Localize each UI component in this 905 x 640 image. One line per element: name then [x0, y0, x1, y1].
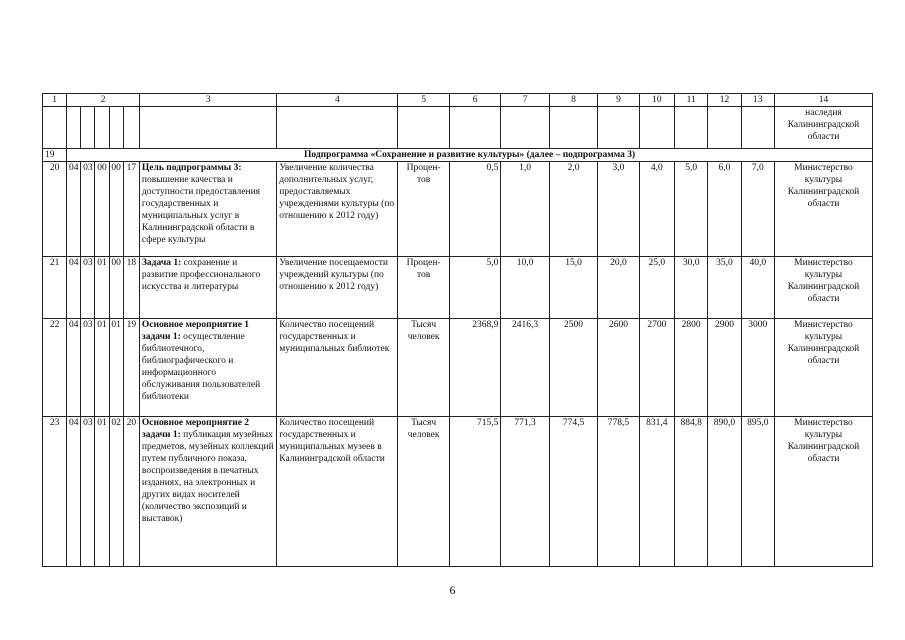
- code-cell: 03: [81, 319, 95, 417]
- name-bold: Цель подпрограммы 3:: [141, 163, 242, 173]
- indicator-cell: Увеличение количества дополнительных услуг, предоставляемых учреждениями культуры (по отношению к 2012 году): [277, 162, 398, 257]
- name-bold: Основное мероприятие 1 задачи 1:: [141, 320, 250, 342]
- col-header: 8: [549, 94, 597, 107]
- name-bold: Основное мероприятие 2 задачи 1:: [141, 418, 250, 440]
- value-cell: 3000: [741, 319, 774, 417]
- value-cell: 20,0: [598, 257, 639, 319]
- value-cell: 15,0: [549, 257, 597, 319]
- col-header: 5: [398, 94, 449, 107]
- code-cell: 17: [123, 162, 139, 257]
- unit-cell: Тысяч человек: [398, 319, 449, 417]
- responsible-cell: наследия Калининградской области: [774, 107, 872, 149]
- row-number: 23: [43, 417, 67, 567]
- row-number: 19: [43, 149, 67, 162]
- value-cell: 2500: [549, 319, 597, 417]
- col-header: 3: [139, 94, 276, 107]
- value-cell: 5,0: [449, 257, 500, 319]
- code-cell: 00: [109, 162, 123, 257]
- code-cell: 04: [67, 257, 81, 319]
- value-cell: 10,0: [501, 257, 549, 319]
- code-cell: 19: [123, 319, 139, 417]
- col-header: 6: [449, 94, 500, 107]
- value-cell: 2368,9: [449, 319, 500, 417]
- name-text: повышение качества и доступности предоставления государственных и муниципальных услуг в Калининградской области в сфере культуры: [141, 175, 261, 245]
- code-cell: 04: [67, 162, 81, 257]
- col-header: 11: [674, 94, 707, 107]
- name-text: публикация музейных предметов, музейных коллекций путем публичного показа, воспроизведения в печатных изданиях, на электронных и других видах носителей (количество экспозиций и выставок): [141, 430, 274, 524]
- value-cell: 7,0: [741, 162, 774, 257]
- program-table: [42, 93, 873, 567]
- responsible-cell: Министерство культуры Калининградской области: [774, 257, 872, 319]
- col-header: 9: [598, 94, 639, 107]
- code-cell: 20: [123, 417, 139, 567]
- table-row: [43, 257, 873, 319]
- name-cell: [139, 162, 276, 257]
- code-cell: 01: [95, 417, 109, 567]
- col-header: 7: [501, 94, 549, 107]
- col-header: 13: [741, 94, 774, 107]
- value-cell: 884,8: [674, 417, 707, 567]
- value-cell: 0,5: [449, 162, 500, 257]
- row-number: 21: [43, 257, 67, 319]
- value-cell: 778,5: [598, 417, 639, 567]
- col-header: 4: [277, 94, 398, 107]
- value-cell: 2900: [708, 319, 741, 417]
- responsible-cell: Министерство культуры Калининградской области: [774, 162, 872, 257]
- value-cell: 2,0: [549, 162, 597, 257]
- col-header: 10: [639, 94, 674, 107]
- code-cell: 18: [123, 257, 139, 319]
- responsible-cell: Министерство культуры Калининградской области: [774, 319, 872, 417]
- col-header: 1: [43, 94, 67, 107]
- unit-cell: Тысяч человек: [398, 417, 449, 567]
- value-cell: 40,0: [741, 257, 774, 319]
- subprogram-row: [43, 149, 873, 162]
- value-cell: 1,0: [501, 162, 549, 257]
- name-cell: [139, 257, 276, 319]
- value-cell: 2700: [639, 319, 674, 417]
- value-cell: 771,3: [501, 417, 549, 567]
- value-cell: 35,0: [708, 257, 741, 319]
- code-cell: 00: [109, 257, 123, 319]
- value-cell: 2800: [674, 319, 707, 417]
- code-cell: 03: [81, 257, 95, 319]
- subprogram-title: Подпрограмма «Сохранение и развитие культуры» (далее – подпрограмма 3): [67, 149, 873, 162]
- table-row: [43, 319, 873, 417]
- name-text: сохранение и развитие профессионального искусства и литературы: [141, 258, 261, 292]
- value-cell: 2600: [598, 319, 639, 417]
- row-number: 22: [43, 319, 67, 417]
- code-cell: 01: [95, 257, 109, 319]
- unit-cell: Процен-тов: [398, 162, 449, 257]
- value-cell: 2416,3: [501, 319, 549, 417]
- name-bold: Задача 1:: [141, 258, 182, 268]
- value-cell: 774,5: [549, 417, 597, 567]
- code-cell: 00: [95, 162, 109, 257]
- col-header: 2: [67, 94, 140, 107]
- indicator-cell: Количество посещений государственных и муниципальных библиотек: [277, 319, 398, 417]
- indicator-cell: Количество посещений государственных и муниципальных музеев в Калининградской области: [277, 417, 398, 567]
- unit-cell: Процен-тов: [398, 257, 449, 319]
- code-cell: 03: [81, 162, 95, 257]
- value-cell: 30,0: [674, 257, 707, 319]
- table-row: [43, 417, 873, 567]
- col-header: 12: [708, 94, 741, 107]
- value-cell: 25,0: [639, 257, 674, 319]
- code-cell: 02: [109, 417, 123, 567]
- value-cell: 4,0: [639, 162, 674, 257]
- code-cell: 03: [81, 417, 95, 567]
- code-cell: 01: [109, 319, 123, 417]
- value-cell: 890,0: [708, 417, 741, 567]
- name-cell: [139, 319, 276, 417]
- code-cell: 04: [67, 319, 81, 417]
- value-cell: 831,4: [639, 417, 674, 567]
- name-text: осуществление библиотечного, библиографического и информационного обслуживания пользователей библиотеки: [141, 332, 261, 402]
- row-number: 20: [43, 162, 67, 257]
- continuation-row: [43, 107, 873, 149]
- value-cell: 6,0: [708, 162, 741, 257]
- page-number: 6: [449, 583, 456, 597]
- code-cell: 04: [67, 417, 81, 567]
- value-cell: 895,0: [741, 417, 774, 567]
- value-cell: 3,0: [598, 162, 639, 257]
- col-header: 14: [774, 94, 872, 107]
- code-cell: 01: [95, 319, 109, 417]
- responsible-cell: Министерство культуры Калининградской области: [774, 417, 872, 567]
- indicator-cell: Увеличение посещаемости учреждений культуры (по отношению к 2012 году): [277, 257, 398, 319]
- value-cell: 5,0: [674, 162, 707, 257]
- value-cell: 715,5: [449, 417, 500, 567]
- column-header-row: [43, 94, 873, 107]
- table-row: [43, 162, 873, 257]
- name-cell: [139, 417, 276, 567]
